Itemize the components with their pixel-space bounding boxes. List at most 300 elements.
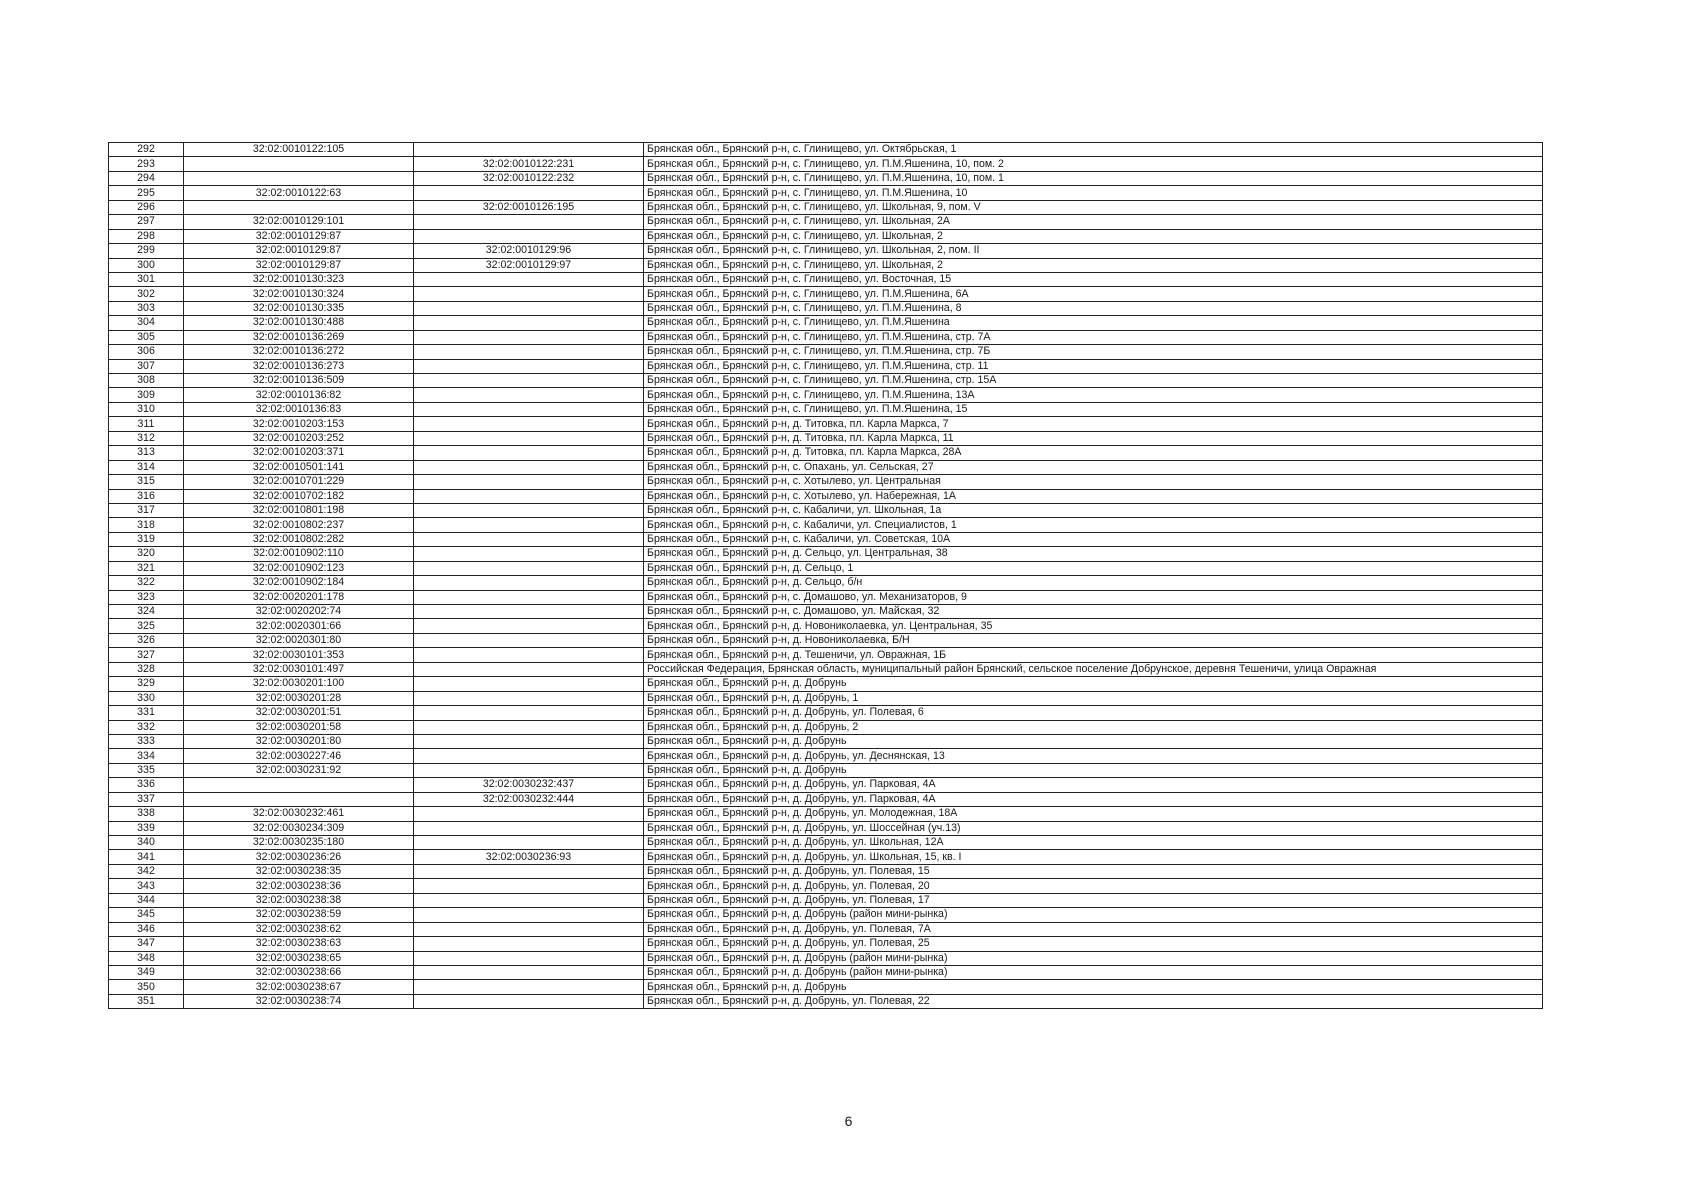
building-cadastral-number-cell — [414, 821, 644, 835]
table-row — [109, 258, 1543, 272]
row-number-cell: 321 — [109, 561, 184, 575]
building-cadastral-number-cell: 32:02:0030236:93 — [414, 850, 644, 864]
land-cadastral-number-cell: 32:02:0010122:63 — [184, 186, 414, 200]
address-cell: Брянская обл., Брянский р-н, с. Глинищево, ул. П.М.Яшенина, стр. 15А — [644, 374, 1543, 388]
building-cadastral-number-cell: 32:02:0010126:195 — [414, 200, 644, 214]
row-number-cell: 313 — [109, 446, 184, 460]
table-row — [109, 922, 1543, 936]
address-cell: Брянская обл., Брянский р-н, д. Добрунь, ул. Полевая, 22 — [644, 994, 1543, 1008]
table-row — [109, 374, 1543, 388]
table-row — [109, 605, 1543, 619]
row-number-cell: 310 — [109, 402, 184, 416]
address-cell: Брянская обл., Брянский р-н, д. Добрунь, 2 — [644, 720, 1543, 734]
table-row — [109, 157, 1543, 171]
address-cell: Брянская обл., Брянский р-н, д. Добрунь — [644, 734, 1543, 748]
land-cadastral-number-cell — [184, 792, 414, 806]
row-number-cell: 317 — [109, 503, 184, 517]
row-number-cell: 341 — [109, 850, 184, 864]
row-number-cell: 336 — [109, 778, 184, 792]
building-cadastral-number-cell — [414, 489, 644, 503]
row-number-cell: 318 — [109, 518, 184, 532]
table-row — [109, 475, 1543, 489]
table-row — [109, 200, 1543, 214]
row-number-cell: 342 — [109, 864, 184, 878]
row-number-cell: 328 — [109, 662, 184, 676]
address-cell: Брянская обл., Брянский р-н, с. Глинищево, ул. П.М.Яшенина, 8 — [644, 301, 1543, 315]
row-number-cell: 323 — [109, 590, 184, 604]
land-cadastral-number-cell: 32:02:0030201:80 — [184, 734, 414, 748]
building-cadastral-number-cell — [414, 662, 644, 676]
building-cadastral-number-cell: 32:02:0010122:231 — [414, 157, 644, 171]
address-cell: Брянская обл., Брянский р-н, д. Титовка, пл. Карла Маркса, 7 — [644, 417, 1543, 431]
land-cadastral-number-cell: 32:02:0010129:87 — [184, 258, 414, 272]
table-row — [109, 402, 1543, 416]
land-cadastral-number-cell: 32:02:0030238:62 — [184, 922, 414, 936]
row-number-cell: 346 — [109, 922, 184, 936]
row-number-cell: 344 — [109, 893, 184, 907]
address-cell: Брянская обл., Брянский р-н, д. Добрунь, 1 — [644, 691, 1543, 705]
address-cell: Брянская обл., Брянский р-н, д. Тешеничи, ул. Овражная, 1Б — [644, 648, 1543, 662]
address-cell: Брянская обл., Брянский р-н, д. Добрунь (район мини-рынка) — [644, 908, 1543, 922]
row-number-cell: 309 — [109, 388, 184, 402]
address-cell: Брянская обл., Брянский р-н, д. Добрунь (район мини-рынка) — [644, 965, 1543, 979]
address-cell: Брянская обл., Брянский р-н, с. Домашово, ул. Механизаторов, 9 — [644, 590, 1543, 604]
land-cadastral-number-cell: 32:02:0010203:252 — [184, 431, 414, 445]
building-cadastral-number-cell — [414, 503, 644, 517]
land-cadastral-number-cell — [184, 157, 414, 171]
address-cell: Брянская обл., Брянский р-н, д. Добрунь, ул. Парковая, 4А — [644, 792, 1543, 806]
address-cell: Брянская обл., Брянский р-н, с. Хотылево, ул. Центральная — [644, 475, 1543, 489]
land-cadastral-number-cell: 32:02:0010136:272 — [184, 345, 414, 359]
table-row — [109, 677, 1543, 691]
address-cell: Брянская обл., Брянский р-н, с. Глинищево, ул. Школьная, 2 — [644, 229, 1543, 243]
row-number-cell: 327 — [109, 648, 184, 662]
building-cadastral-number-cell — [414, 807, 644, 821]
address-cell: Брянская обл., Брянский р-н, с. Глинищево, ул. П.М.Яшенина, 10, пом. 1 — [644, 171, 1543, 185]
table-row — [109, 994, 1543, 1008]
row-number-cell: 307 — [109, 359, 184, 373]
land-cadastral-number-cell: 32:02:0010136:273 — [184, 359, 414, 373]
table-row — [109, 792, 1543, 806]
address-cell: Брянская обл., Брянский р-н, д. Новониколаевка, Б/Н — [644, 633, 1543, 647]
building-cadastral-number-cell — [414, 330, 644, 344]
row-number-cell: 345 — [109, 908, 184, 922]
address-cell: Брянская обл., Брянский р-н, д. Добрунь, ул. Полевая, 6 — [644, 706, 1543, 720]
building-cadastral-number-cell — [414, 937, 644, 951]
row-number-cell: 322 — [109, 576, 184, 590]
land-cadastral-number-cell: 32:02:0030201:58 — [184, 720, 414, 734]
building-cadastral-number-cell — [414, 576, 644, 590]
table-row — [109, 908, 1543, 922]
address-cell: Брянская обл., Брянский р-н, д. Добрунь, ул. Молодежная, 18А — [644, 807, 1543, 821]
row-number-cell: 347 — [109, 937, 184, 951]
land-cadastral-number-cell: 32:02:0030201:51 — [184, 706, 414, 720]
land-cadastral-number-cell: 32:02:0010136:269 — [184, 330, 414, 344]
table-row — [109, 388, 1543, 402]
building-cadastral-number-cell — [414, 475, 644, 489]
building-cadastral-number-cell — [414, 951, 644, 965]
address-cell: Брянская обл., Брянский р-н, д. Добрунь, ул. Шоссейная (уч.13) — [644, 821, 1543, 835]
building-cadastral-number-cell — [414, 316, 644, 330]
table-row — [109, 186, 1543, 200]
address-cell: Брянская обл., Брянский р-н, д. Добрунь, ул. Полевая, 17 — [644, 893, 1543, 907]
building-cadastral-number-cell — [414, 402, 644, 416]
table-row — [109, 143, 1543, 157]
row-number-cell: 293 — [109, 157, 184, 171]
land-cadastral-number-cell: 32:02:0030238:35 — [184, 864, 414, 878]
table-row — [109, 316, 1543, 330]
building-cadastral-number-cell — [414, 345, 644, 359]
building-cadastral-number-cell — [414, 417, 644, 431]
row-number-cell: 351 — [109, 994, 184, 1008]
table-row — [109, 893, 1543, 907]
address-cell: Брянская обл., Брянский р-н, д. Добрунь, ул. Полевая, 25 — [644, 937, 1543, 951]
table-row — [109, 345, 1543, 359]
land-cadastral-number-cell: 32:02:0010129:101 — [184, 215, 414, 229]
table-row — [109, 965, 1543, 979]
address-cell: Брянская обл., Брянский р-н, с. Кабаличи, ул. Специалистов, 1 — [644, 518, 1543, 532]
address-cell: Брянская обл., Брянский р-н, с. Глинищево, ул. П.М.Яшенина, стр. 11 — [644, 359, 1543, 373]
address-cell: Брянская обл., Брянский р-н, д. Добрунь, ул. Полевая, 15 — [644, 864, 1543, 878]
land-cadastral-number-cell: 32:02:0010129:87 — [184, 244, 414, 258]
table-row — [109, 980, 1543, 994]
address-cell: Брянская обл., Брянский р-н, с. Глинищево, ул. Школьная, 2А — [644, 215, 1543, 229]
address-cell: Брянская обл., Брянский р-н, с. Глинищево, ул. П.М.Яшенина, стр. 7Б — [644, 345, 1543, 359]
row-number-cell: 343 — [109, 879, 184, 893]
row-number-cell: 304 — [109, 316, 184, 330]
land-cadastral-number-cell: 32:02:0010501:141 — [184, 460, 414, 474]
land-cadastral-number-cell: 32:02:0030232:461 — [184, 807, 414, 821]
building-cadastral-number-cell — [414, 547, 644, 561]
land-cadastral-number-cell: 32:02:0010801:198 — [184, 503, 414, 517]
row-number-cell: 312 — [109, 431, 184, 445]
property-table — [108, 142, 1543, 1009]
address-cell: Брянская обл., Брянский р-н, с. Опахань, ул. Сельская, 27 — [644, 460, 1543, 474]
table-row — [109, 431, 1543, 445]
building-cadastral-number-cell — [414, 734, 644, 748]
row-number-cell: 311 — [109, 417, 184, 431]
table-row — [109, 691, 1543, 705]
building-cadastral-number-cell — [414, 359, 644, 373]
address-cell: Российская Федерация, Брянская область, муниципальный район Брянский, сельское поселение Добрунское, деревня Тешеничи, улица Овражная — [644, 662, 1543, 676]
building-cadastral-number-cell: 32:02:0010129:97 — [414, 258, 644, 272]
building-cadastral-number-cell — [414, 590, 644, 604]
building-cadastral-number-cell — [414, 648, 644, 662]
row-number-cell: 319 — [109, 532, 184, 546]
land-cadastral-number-cell: 32:02:0030201:28 — [184, 691, 414, 705]
building-cadastral-number-cell — [414, 763, 644, 777]
table-row — [109, 272, 1543, 286]
building-cadastral-number-cell — [414, 749, 644, 763]
building-cadastral-number-cell — [414, 706, 644, 720]
row-number-cell: 298 — [109, 229, 184, 243]
building-cadastral-number-cell — [414, 186, 644, 200]
address-cell: Брянская обл., Брянский р-н, с. Домашово, ул. Майская, 32 — [644, 605, 1543, 619]
land-cadastral-number-cell: 32:02:0030238:67 — [184, 980, 414, 994]
building-cadastral-number-cell — [414, 994, 644, 1008]
building-cadastral-number-cell — [414, 605, 644, 619]
address-cell: Брянская обл., Брянский р-н, д. Добрунь, ул. Парковая, 4А — [644, 778, 1543, 792]
row-number-cell: 329 — [109, 677, 184, 691]
land-cadastral-number-cell: 32:02:0010203:153 — [184, 417, 414, 431]
row-number-cell: 292 — [109, 143, 184, 157]
land-cadastral-number-cell: 32:02:0010203:371 — [184, 446, 414, 460]
land-cadastral-number-cell: 32:02:0010902:184 — [184, 576, 414, 590]
land-cadastral-number-cell: 32:02:0010130:488 — [184, 316, 414, 330]
table-row — [109, 417, 1543, 431]
address-cell: Брянская обл., Брянский р-н, д. Добрунь (район мини-рынка) — [644, 951, 1543, 965]
building-cadastral-number-cell: 32:02:0010129:96 — [414, 244, 644, 258]
row-number-cell: 302 — [109, 287, 184, 301]
row-number-cell: 349 — [109, 965, 184, 979]
address-cell: Брянская обл., Брянский р-н, д. Добрунь, ул. Полевая, 7А — [644, 922, 1543, 936]
land-cadastral-number-cell: 32:02:0010129:87 — [184, 229, 414, 243]
land-cadastral-number-cell: 32:02:0030236:26 — [184, 850, 414, 864]
building-cadastral-number-cell — [414, 720, 644, 734]
address-cell: Брянская обл., Брянский р-н, с. Глинищево, ул. П.М.Яшенина, стр. 7А — [644, 330, 1543, 344]
land-cadastral-number-cell — [184, 200, 414, 214]
row-number-cell: 301 — [109, 272, 184, 286]
address-cell: Брянская обл., Брянский р-н, д. Добрунь, ул. Полевая, 20 — [644, 879, 1543, 893]
table-row — [109, 561, 1543, 575]
row-number-cell: 315 — [109, 475, 184, 489]
row-number-cell: 308 — [109, 374, 184, 388]
land-cadastral-number-cell: 32:02:0030201:100 — [184, 677, 414, 691]
row-number-cell: 320 — [109, 547, 184, 561]
address-cell: Брянская обл., Брянский р-н, д. Добрунь — [644, 980, 1543, 994]
land-cadastral-number-cell: 32:02:0020301:80 — [184, 633, 414, 647]
row-number-cell: 330 — [109, 691, 184, 705]
table-row — [109, 937, 1543, 951]
building-cadastral-number-cell — [414, 633, 644, 647]
row-number-cell: 331 — [109, 706, 184, 720]
building-cadastral-number-cell — [414, 922, 644, 936]
table-row — [109, 633, 1543, 647]
address-cell: Брянская обл., Брянский р-н, д. Сельцо, ул. Центральная, 38 — [644, 547, 1543, 561]
address-cell: Брянская обл., Брянский р-н, с. Глинищево, ул. П.М.Яшенина, 13А — [644, 388, 1543, 402]
row-number-cell: 332 — [109, 720, 184, 734]
row-number-cell: 339 — [109, 821, 184, 835]
address-cell: Брянская обл., Брянский р-н, д. Сельцо, 1 — [644, 561, 1543, 575]
row-number-cell: 325 — [109, 619, 184, 633]
table-row — [109, 244, 1543, 258]
building-cadastral-number-cell — [414, 864, 644, 878]
row-number-cell: 338 — [109, 807, 184, 821]
building-cadastral-number-cell — [414, 879, 644, 893]
building-cadastral-number-cell — [414, 677, 644, 691]
land-cadastral-number-cell: 32:02:0010130:324 — [184, 287, 414, 301]
address-cell: Брянская обл., Брянский р-н, д. Сельцо, б/н — [644, 576, 1543, 590]
row-number-cell: 300 — [109, 258, 184, 272]
building-cadastral-number-cell — [414, 691, 644, 705]
address-cell: Брянская обл., Брянский р-н, с. Глинищево, ул. Восточная, 15 — [644, 272, 1543, 286]
land-cadastral-number-cell — [184, 778, 414, 792]
land-cadastral-number-cell: 32:02:0010122:105 — [184, 143, 414, 157]
table-row — [109, 301, 1543, 315]
building-cadastral-number-cell — [414, 908, 644, 922]
address-cell: Брянская обл., Брянский р-н, с. Глинищево, ул. Школьная, 9, пом. V — [644, 200, 1543, 214]
address-cell: Брянская обл., Брянский р-н, д. Титовка, пл. Карла Маркса, 28А — [644, 446, 1543, 460]
table-row — [109, 850, 1543, 864]
building-cadastral-number-cell — [414, 229, 644, 243]
table-row — [109, 503, 1543, 517]
row-number-cell: 340 — [109, 836, 184, 850]
row-number-cell: 333 — [109, 734, 184, 748]
address-cell: Брянская обл., Брянский р-н, с. Глинищево, ул. П.М.Яшенина, 10 — [644, 186, 1543, 200]
table-row — [109, 879, 1543, 893]
land-cadastral-number-cell: 32:02:0030238:59 — [184, 908, 414, 922]
land-cadastral-number-cell: 32:02:0020301:66 — [184, 619, 414, 633]
table-row — [109, 662, 1543, 676]
address-cell: Брянская обл., Брянский р-н, д. Добрунь — [644, 677, 1543, 691]
table-row — [109, 460, 1543, 474]
address-cell: Брянская обл., Брянский р-н, д. Добрунь, ул. Школьная, 12А — [644, 836, 1543, 850]
table-row — [109, 648, 1543, 662]
row-number-cell: 299 — [109, 244, 184, 258]
table-row — [109, 518, 1543, 532]
building-cadastral-number-cell — [414, 272, 644, 286]
land-cadastral-number-cell: 32:02:0020202:74 — [184, 605, 414, 619]
page-number: 6 — [844, 1113, 853, 1129]
land-cadastral-number-cell: 32:02:0030234:309 — [184, 821, 414, 835]
address-cell: Брянская обл., Брянский р-н, с. Глинищево, ул. Школьная, 2 — [644, 258, 1543, 272]
table-row — [109, 590, 1543, 604]
building-cadastral-number-cell — [414, 301, 644, 315]
building-cadastral-number-cell — [414, 836, 644, 850]
table-row — [109, 287, 1543, 301]
address-cell: Брянская обл., Брянский р-н, с. Кабаличи, ул. Школьная, 1а — [644, 503, 1543, 517]
row-number-cell: 314 — [109, 460, 184, 474]
land-cadastral-number-cell: 32:02:0020201:178 — [184, 590, 414, 604]
table-row — [109, 734, 1543, 748]
building-cadastral-number-cell — [414, 619, 644, 633]
building-cadastral-number-cell — [414, 287, 644, 301]
table-row — [109, 619, 1543, 633]
building-cadastral-number-cell — [414, 143, 644, 157]
address-cell: Брянская обл., Брянский р-н, д. Добрунь, ул. Деснянская, 13 — [644, 749, 1543, 763]
address-cell: Брянская обл., Брянский р-н, с. Глинищево, ул. Школьная, 2, пом. II — [644, 244, 1543, 258]
land-cadastral-number-cell: 32:02:0030238:66 — [184, 965, 414, 979]
land-cadastral-number-cell: 32:02:0010130:335 — [184, 301, 414, 315]
table-body — [109, 143, 1543, 1009]
table-row — [109, 215, 1543, 229]
address-cell: Брянская обл., Брянский р-н, с. Глинищево, ул. П.М.Яшенина, 15 — [644, 402, 1543, 416]
land-cadastral-number-cell: 32:02:0030101:353 — [184, 648, 414, 662]
row-number-cell: 326 — [109, 633, 184, 647]
row-number-cell: 306 — [109, 345, 184, 359]
land-cadastral-number-cell: 32:02:0030238:65 — [184, 951, 414, 965]
building-cadastral-number-cell: 32:02:0010122:232 — [414, 171, 644, 185]
address-cell: Брянская обл., Брянский р-н, д. Новониколаевка, ул. Центральная, 35 — [644, 619, 1543, 633]
row-number-cell: 350 — [109, 980, 184, 994]
land-cadastral-number-cell: 32:02:0030238:74 — [184, 994, 414, 1008]
building-cadastral-number-cell — [414, 965, 644, 979]
land-cadastral-number-cell: 32:02:0030227:46 — [184, 749, 414, 763]
table-row — [109, 532, 1543, 546]
table-row — [109, 171, 1543, 185]
address-cell: Брянская обл., Брянский р-н, д. Титовка, пл. Карла Маркса, 11 — [644, 431, 1543, 445]
building-cadastral-number-cell — [414, 893, 644, 907]
table-row — [109, 576, 1543, 590]
table-row — [109, 720, 1543, 734]
land-cadastral-number-cell: 32:02:0010701:229 — [184, 475, 414, 489]
land-cadastral-number-cell: 32:02:0010136:509 — [184, 374, 414, 388]
land-cadastral-number-cell: 32:02:0010130:323 — [184, 272, 414, 286]
row-number-cell: 303 — [109, 301, 184, 315]
land-cadastral-number-cell: 32:02:0010702:182 — [184, 489, 414, 503]
building-cadastral-number-cell — [414, 518, 644, 532]
land-cadastral-number-cell: 32:02:0030238:36 — [184, 879, 414, 893]
land-cadastral-number-cell: 32:02:0030231:92 — [184, 763, 414, 777]
row-number-cell: 305 — [109, 330, 184, 344]
building-cadastral-number-cell — [414, 215, 644, 229]
land-cadastral-number-cell: 32:02:0010802:237 — [184, 518, 414, 532]
row-number-cell: 316 — [109, 489, 184, 503]
address-cell: Брянская обл., Брянский р-н, с. Глинищево, ул. П.М.Яшенина — [644, 316, 1543, 330]
table-row — [109, 446, 1543, 460]
land-cadastral-number-cell: 32:02:0010802:282 — [184, 532, 414, 546]
row-number-cell: 337 — [109, 792, 184, 806]
address-cell: Брянская обл., Брянский р-н, с. Глинищево, ул. П.М.Яшенина, 6А — [644, 287, 1543, 301]
table-row — [109, 706, 1543, 720]
building-cadastral-number-cell: 32:02:0030232:444 — [414, 792, 644, 806]
table-row — [109, 807, 1543, 821]
table-row — [109, 489, 1543, 503]
table-row — [109, 229, 1543, 243]
land-cadastral-number-cell: 32:02:0030235:180 — [184, 836, 414, 850]
land-cadastral-number-cell: 32:02:0030238:38 — [184, 893, 414, 907]
land-cadastral-number-cell: 32:02:0010902:123 — [184, 561, 414, 575]
table-row — [109, 359, 1543, 373]
table-row — [109, 836, 1543, 850]
address-cell: Брянская обл., Брянский р-н, д. Добрунь — [644, 763, 1543, 777]
row-number-cell: 335 — [109, 763, 184, 777]
table-row — [109, 951, 1543, 965]
address-cell: Брянская обл., Брянский р-н, д. Добрунь, ул. Школьная, 15, кв. I — [644, 850, 1543, 864]
address-cell: Брянская обл., Брянский р-н, с. Хотылево, ул. Набережная, 1А — [644, 489, 1543, 503]
land-cadastral-number-cell: 32:02:0010136:82 — [184, 388, 414, 402]
building-cadastral-number-cell — [414, 431, 644, 445]
building-cadastral-number-cell — [414, 374, 644, 388]
row-number-cell: 296 — [109, 200, 184, 214]
land-cadastral-number-cell — [184, 171, 414, 185]
table-row — [109, 864, 1543, 878]
table-row — [109, 821, 1543, 835]
table-row — [109, 749, 1543, 763]
table-row — [109, 547, 1543, 561]
address-cell: Брянская обл., Брянский р-н, с. Глинищево, ул. Октябрьская, 1 — [644, 143, 1543, 157]
address-cell: Брянская обл., Брянский р-н, с. Глинищево, ул. П.М.Яшенина, 10, пом. 2 — [644, 157, 1543, 171]
building-cadastral-number-cell — [414, 446, 644, 460]
land-cadastral-number-cell: 32:02:0010902:110 — [184, 547, 414, 561]
row-number-cell: 295 — [109, 186, 184, 200]
table-row — [109, 778, 1543, 792]
building-cadastral-number-cell: 32:02:0030232:437 — [414, 778, 644, 792]
land-cadastral-number-cell: 32:02:0030238:63 — [184, 937, 414, 951]
land-cadastral-number-cell: 32:02:0010136:83 — [184, 402, 414, 416]
row-number-cell: 297 — [109, 215, 184, 229]
row-number-cell: 334 — [109, 749, 184, 763]
table-row — [109, 330, 1543, 344]
row-number-cell: 348 — [109, 951, 184, 965]
land-cadastral-number-cell: 32:02:0030101:497 — [184, 662, 414, 676]
address-cell: Брянская обл., Брянский р-н, с. Кабаличи, ул. Советская, 10А — [644, 532, 1543, 546]
building-cadastral-number-cell — [414, 532, 644, 546]
building-cadastral-number-cell — [414, 460, 644, 474]
table-row — [109, 763, 1543, 777]
building-cadastral-number-cell — [414, 561, 644, 575]
row-number-cell: 294 — [109, 171, 184, 185]
